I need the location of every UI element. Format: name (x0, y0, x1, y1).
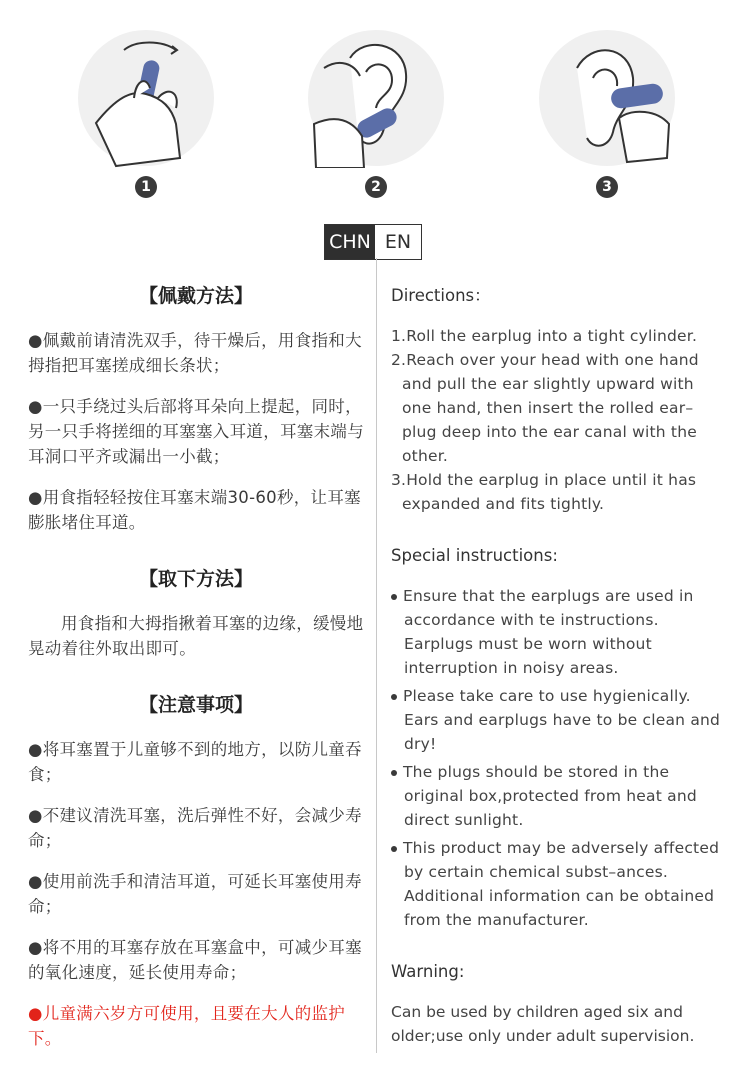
step-1 (76, 28, 216, 204)
direction-item: 3.Hold the earplug in place until it has expanded and fits tightly. (391, 471, 697, 513)
step-3 (537, 28, 677, 204)
notes-item: ●使用前洗手和清洁耳道，可延长耳塞使用寿命； (28, 872, 362, 916)
bullet-icon (391, 770, 397, 776)
notes-item: ●不建议清洗耳塞，洗后弹性不好，会减少寿命； (28, 806, 362, 850)
lang-chn-label: CHN (325, 225, 375, 259)
special-item-text: This product may be adversely affected by certain chemical subst–ances. Additional information can be obtained from the manufacturer. (403, 839, 720, 929)
direction-item: 1.Roll the earplug into a tight cylinder. (391, 327, 698, 345)
directions-list (391, 324, 721, 516)
remove-method-title: 【取下方法】 (138, 568, 253, 590)
step-number-3: 3 (596, 176, 618, 198)
wear-item: ●一只手绕过头后部将耳朵向上提起，同时，另一只手将搓细的耳塞塞入耳道，耳塞末端与耳洞口平齐或漏出一小截； (28, 397, 364, 466)
special-item-text: Ensure that the earplugs are used in accordance with te instructions. Earplugs must be worn without interruption in noisy areas. (403, 587, 694, 677)
notes-item: ●将耳塞置于儿童够不到的地方，以防儿童吞食； (28, 740, 362, 784)
special-instructions-list (391, 584, 721, 932)
step-number-1: 1 (135, 176, 157, 198)
directions-title: Directions： (391, 286, 491, 305)
chinese-column (28, 276, 364, 1067)
insert-earplug-illustration (306, 28, 446, 168)
wear-method-title: 【佩戴方法】 (138, 285, 253, 307)
bullet-icon (391, 594, 397, 600)
special-item (391, 684, 721, 756)
bullet-icon (391, 846, 397, 852)
special-item-text: The plugs should be stored in the original box,protected from heat and direct sunlight. (403, 763, 697, 829)
remove-text: 用食指和大拇指揪着耳塞的边缘，缓慢地晃动着往外取出即可。 (28, 614, 364, 658)
notes-item: ●将不用的耳塞存放在耳塞盒中，可减少耳塞的氧化速度，延长使用寿命； (28, 938, 362, 982)
roll-earplug-illustration (76, 28, 216, 168)
instruction-steps (0, 0, 750, 210)
special-instructions-title: Special instructions: (391, 546, 558, 565)
special-item (391, 584, 721, 680)
hold-earplug-illustration (537, 28, 677, 168)
warning-text: Can be used by children aged six and older;use only under adult supervision. (391, 1003, 695, 1045)
wear-item: ●佩戴前请清洗双手，待干燥后，用食指和大拇指把耳塞搓成细长条状； (28, 331, 362, 375)
child-warning-item: ●儿童满六岁方可使用，且要在大人的监护下。 (28, 1004, 346, 1048)
language-toggle (324, 224, 422, 260)
lang-en-label: EN (375, 225, 421, 259)
step-number-2: 2 (365, 176, 387, 198)
direction-item: 2.Reach over your head with one hand and pull the ear slightly upward with one hand, then insert the rolled ear–plug deep into the ear canal with the other. (391, 351, 699, 465)
english-column (391, 284, 721, 1048)
special-item (391, 836, 721, 932)
notes-title: 【注意事项】 (138, 694, 253, 716)
wear-item: ●用食指轻轻按住耳塞末端30-60秒，让耳塞膨胀堵住耳道。 (28, 488, 361, 532)
bullet-icon (391, 694, 397, 700)
special-item (391, 760, 721, 832)
special-item-text: Please take care to use hygienically. Ears and earplugs have to be clean and dry! (403, 687, 721, 753)
warning-title: Warning: (391, 962, 465, 981)
step-2 (306, 28, 446, 204)
column-divider (376, 258, 377, 1053)
